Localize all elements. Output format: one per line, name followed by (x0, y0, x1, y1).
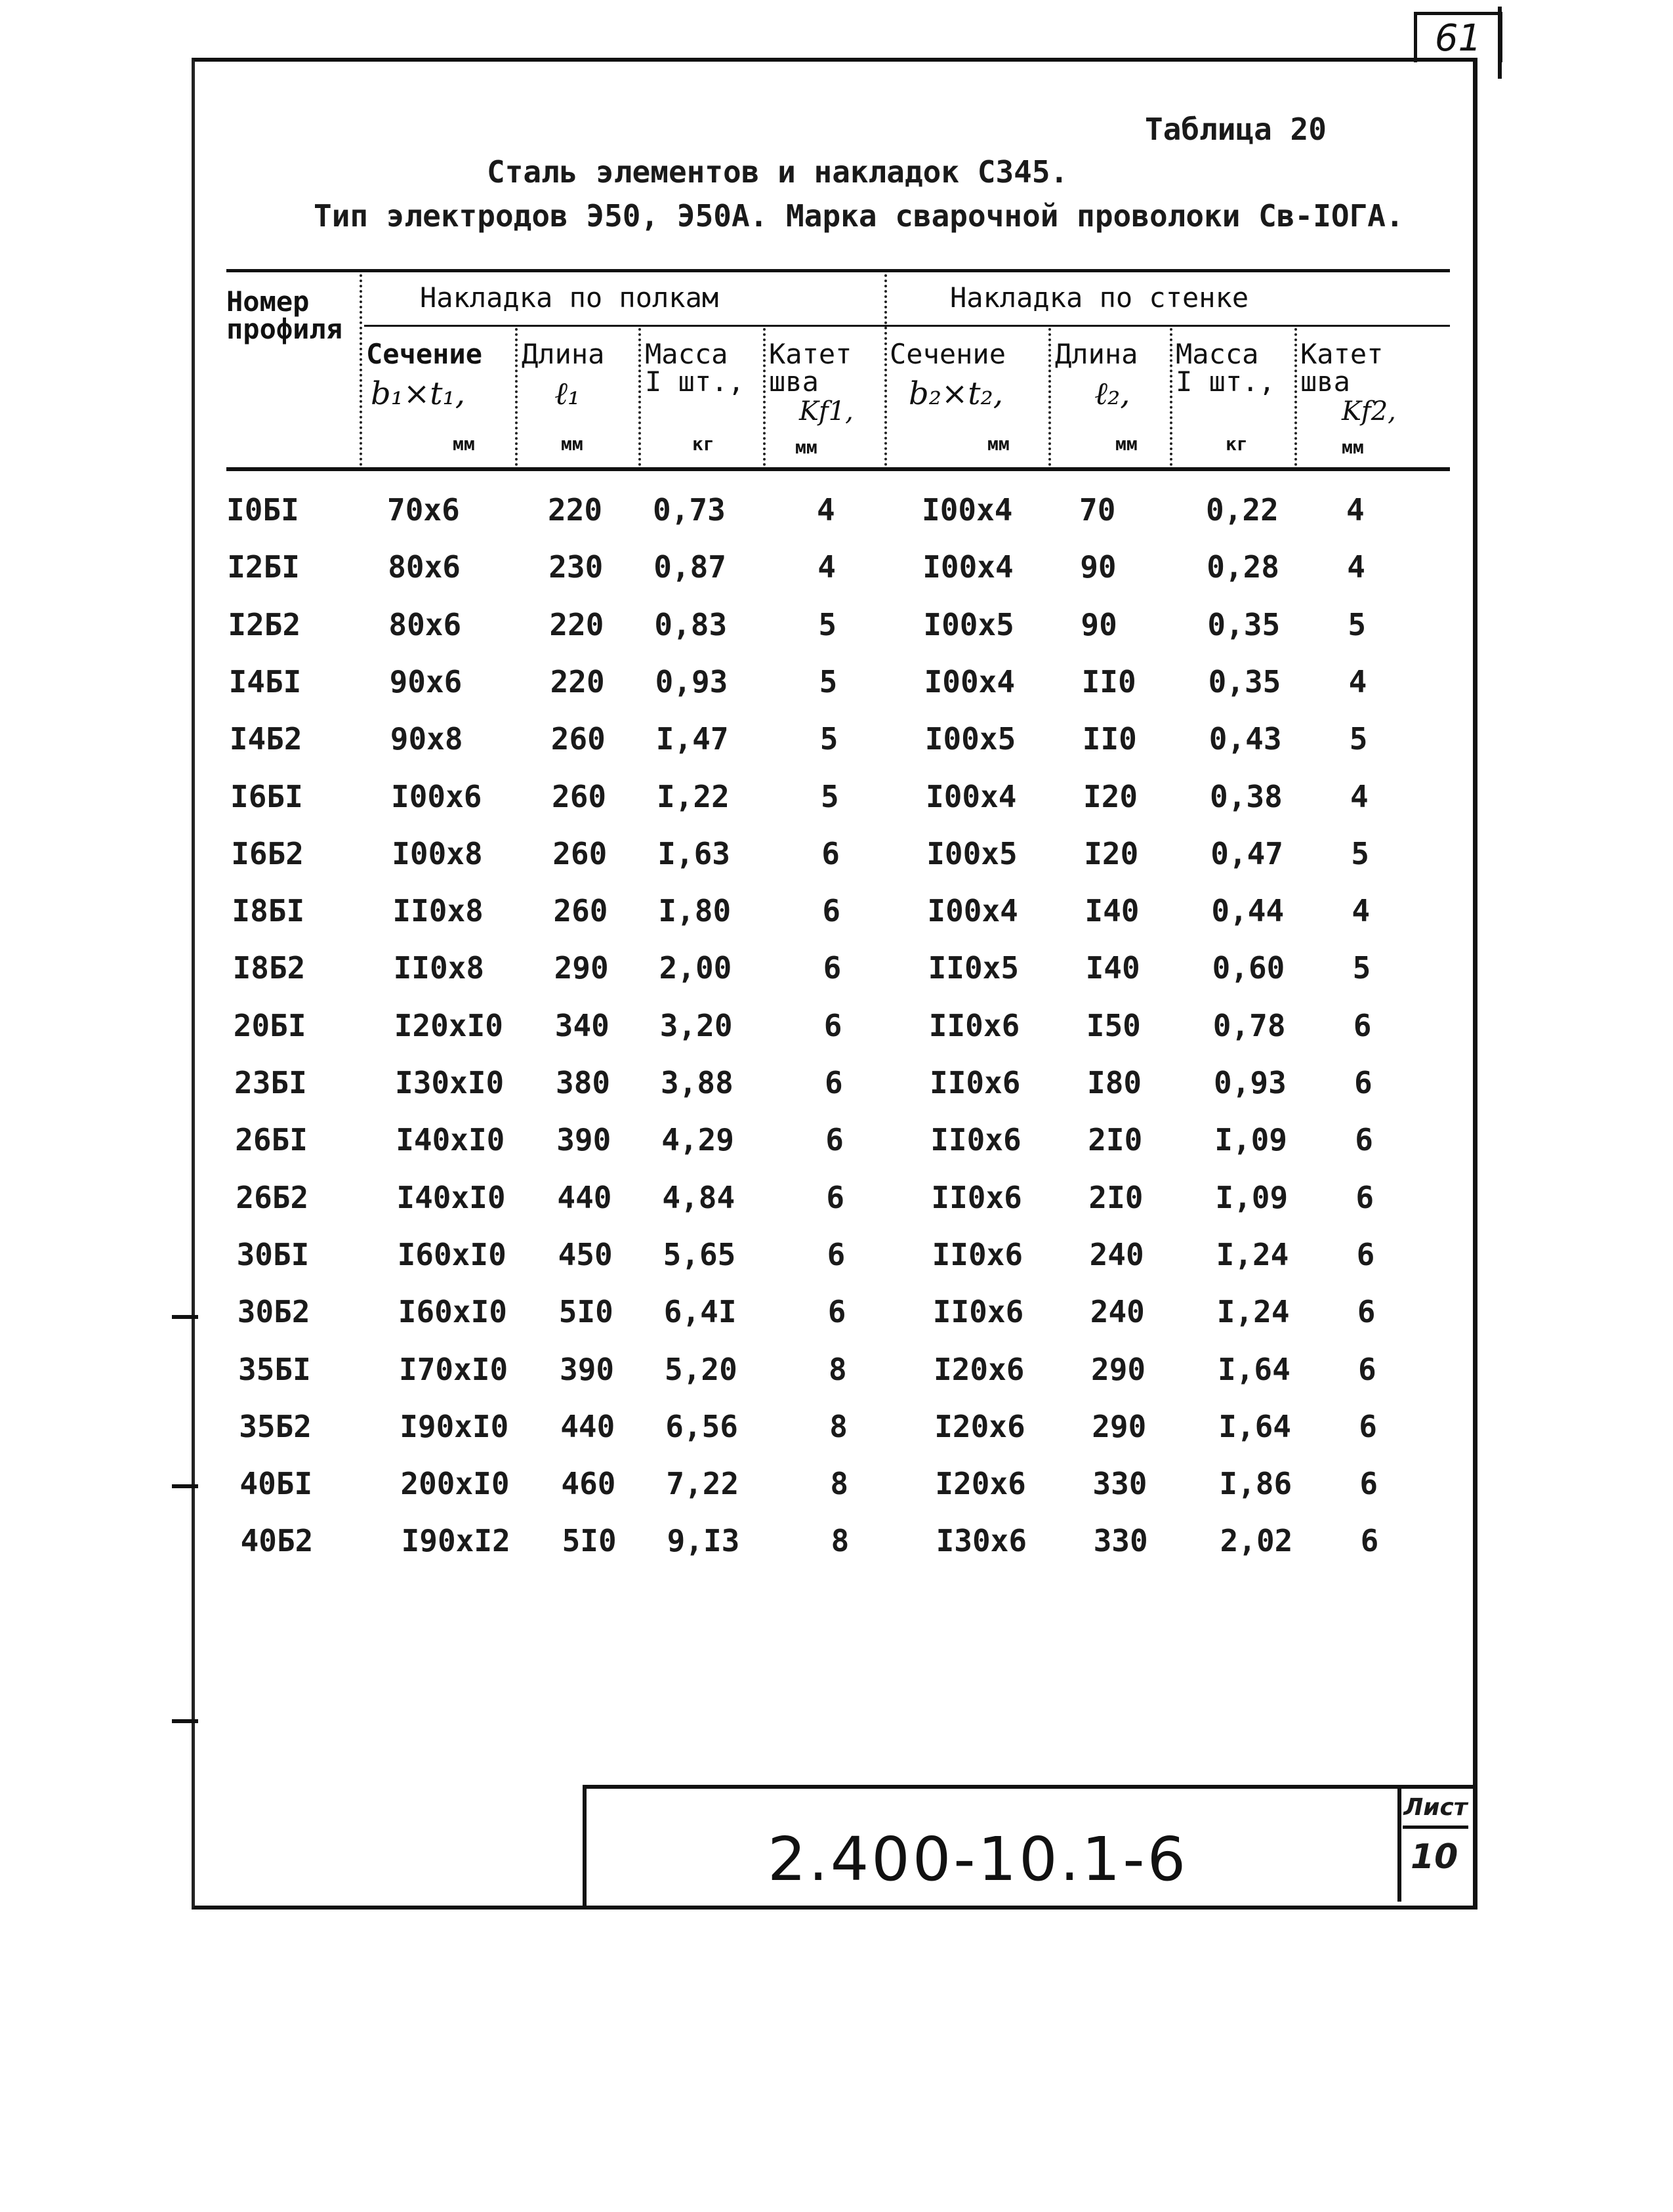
table-row (0, 664, 1673, 720)
cell-weld2: 6 (1356, 1236, 1375, 1272)
cell-section2: I00х4 (924, 663, 1016, 699)
table-row (0, 893, 1673, 949)
header-length1-unit: мм (561, 433, 583, 455)
cell-section2: I00х4 (922, 492, 1013, 528)
cell-length1: 5I0 (562, 1523, 617, 1559)
cell-length2: 2I0 (1088, 1179, 1144, 1215)
cell-section2: I00х5 (924, 721, 1016, 757)
cell-length2: 240 (1089, 1236, 1144, 1272)
cell-weld1: 6 (827, 1294, 846, 1330)
cell-length2: II0 (1081, 663, 1136, 699)
header-weld1-seam: шва (769, 365, 819, 398)
cell-section2: I00х4 (926, 778, 1017, 814)
header-weld1-unit: мм (795, 436, 817, 458)
cell-weld2: 6 (1360, 1523, 1379, 1559)
cell-weld2: 4 (1350, 778, 1369, 814)
cell-length2: 90 (1080, 549, 1117, 585)
cell-mass2: 0,43 (1208, 721, 1282, 757)
cell-section2: I00х5 (926, 835, 1018, 871)
cell-profile: 40БI (239, 1466, 313, 1502)
cell-section1: I30хI0 (395, 1065, 505, 1100)
cell-length2: I20 (1084, 835, 1139, 871)
cell-mass1: 6,56 (665, 1408, 738, 1444)
cell-length2: I40 (1085, 950, 1140, 986)
cell-section1: I00х6 (391, 778, 482, 814)
cell-section1: I60хI0 (398, 1294, 507, 1330)
cell-weld2: 4 (1347, 549, 1365, 585)
cell-mass1: 7,22 (666, 1466, 739, 1502)
cell-weld1: 6 (823, 1007, 842, 1043)
cell-mass2: 0,35 (1208, 663, 1281, 699)
cell-weld1: 6 (825, 1065, 843, 1100)
cell-section1: I70хI0 (399, 1351, 508, 1387)
cell-mass1: 6,4I (663, 1294, 737, 1330)
table-row (0, 549, 1673, 606)
column-divider (1294, 328, 1297, 466)
table-row (0, 836, 1673, 892)
cell-mass1: 9,I3 (667, 1523, 740, 1559)
cell-weld1: 6 (825, 1122, 844, 1158)
column-divider (360, 274, 362, 466)
cell-weld1: 4 (817, 549, 836, 585)
table-row (0, 1122, 1673, 1179)
cell-section1: 200хI0 (400, 1466, 510, 1502)
table-row (0, 721, 1673, 778)
header-mass2-unit: кг (1226, 433, 1248, 455)
cell-section1: I00х8 (392, 835, 483, 871)
cell-length1: 230 (548, 549, 604, 585)
cell-length1: 220 (550, 663, 605, 699)
cell-profile: 23БI (234, 1065, 307, 1100)
table-row (0, 607, 1673, 663)
cell-weld2: 6 (1354, 1065, 1373, 1100)
cell-length1: 260 (552, 835, 608, 871)
column-divider (1048, 328, 1051, 466)
table-number: Таблица 20 (1145, 112, 1327, 147)
header-section2: Сечение (890, 338, 1006, 370)
cell-mass2: I,64 (1218, 1351, 1291, 1387)
cell-weld2: 6 (1355, 1122, 1373, 1158)
table-row (0, 1409, 1673, 1465)
cell-section2: I20х6 (934, 1408, 1025, 1444)
header-length2-unit: мм (1115, 433, 1138, 455)
sheet-number: 10 (1411, 1837, 1458, 1877)
cell-mass1: I,47 (655, 721, 729, 757)
table-row (0, 1237, 1673, 1293)
cell-length1: 390 (556, 1122, 611, 1158)
header-mass2: Масса (1176, 338, 1259, 370)
cell-mass1: 0,73 (653, 492, 726, 528)
header-bottom-rule (226, 467, 1450, 471)
header-length1: Длина (522, 338, 605, 370)
cell-section2: I00х4 (927, 893, 1018, 929)
cell-length1: 220 (549, 606, 604, 642)
table-subtitle: Тип электродов Э50, Э50А. Марка сварочной проволоки Св-IОГА. (314, 198, 1404, 234)
cell-weld1: 6 (827, 1236, 846, 1272)
column-divider (638, 328, 641, 466)
cell-section1: I40хI0 (396, 1179, 506, 1215)
cell-profile: I2БI (227, 549, 300, 585)
cell-weld1: 6 (826, 1179, 845, 1215)
header-weld2-symbol: Kf2, (1342, 396, 1396, 427)
cell-length2: I50 (1086, 1007, 1141, 1043)
cell-mass1: I,80 (658, 893, 732, 929)
table-row (0, 1294, 1673, 1350)
header-length2-symbol: ℓ₂, (1094, 375, 1130, 412)
cell-length1: 380 (556, 1065, 611, 1100)
cell-weld2: 6 (1359, 1466, 1378, 1502)
cell-profile: I2Б2 (228, 606, 301, 642)
cell-section2: II0х6 (932, 1236, 1023, 1272)
cell-profile: I4БI (228, 663, 302, 699)
header-weld2-seam: шва (1300, 365, 1350, 398)
header-mass1: Масса (645, 338, 728, 370)
cell-mass1: 2,00 (659, 950, 732, 986)
cell-profile: I8Б2 (232, 950, 306, 986)
cell-length2: I80 (1087, 1065, 1142, 1100)
cell-section1: II0х8 (393, 950, 485, 986)
cell-mass1: 5,65 (663, 1236, 736, 1272)
cell-profile: 35Б2 (239, 1408, 312, 1444)
header-mass1-each: I шт., (645, 365, 745, 398)
cell-length1: 290 (554, 950, 609, 986)
cell-weld1: 5 (819, 663, 838, 699)
header-section1: Сечение (366, 338, 483, 370)
table-row (0, 1523, 1673, 1579)
cell-section1: II0х8 (392, 893, 484, 929)
header-weld2-unit: мм (1342, 436, 1364, 458)
cell-mass2: I,24 (1216, 1236, 1289, 1272)
cell-weld2: 4 (1352, 893, 1371, 929)
cell-section2: II0х6 (928, 1007, 1020, 1043)
cell-length2: 290 (1092, 1408, 1147, 1444)
cell-profile: 35БI (238, 1351, 311, 1387)
cell-section2: II0х6 (930, 1065, 1021, 1100)
cell-length2: 90 (1081, 606, 1117, 642)
cell-profile: 30Б2 (237, 1294, 310, 1330)
cell-profile: I6Б2 (231, 835, 304, 871)
frame-tick (1498, 7, 1502, 79)
header-weld1-symbol: Kf1, (799, 396, 854, 427)
cell-weld2: 6 (1358, 1351, 1376, 1387)
header-mass2-each: I шт., (1176, 365, 1275, 398)
cell-weld1: 8 (829, 1408, 848, 1444)
cell-mass1: 0,93 (655, 663, 728, 699)
cell-section2: I00х4 (922, 549, 1014, 585)
cell-section1: 90х6 (389, 663, 463, 699)
header-top-rule (226, 269, 1450, 272)
cell-mass1: 0,87 (653, 549, 726, 585)
cell-weld1: 6 (823, 950, 842, 986)
table-row (0, 779, 1673, 835)
cell-length1: 260 (552, 778, 607, 814)
cell-length2: I20 (1083, 778, 1138, 814)
header-weld2: Катет (1300, 338, 1384, 370)
header-group-flanges: Накладка по полкам (420, 282, 719, 314)
cell-mass2: I,24 (1216, 1294, 1290, 1330)
cell-length1: 450 (558, 1236, 613, 1272)
cell-mass1: I,63 (657, 835, 730, 871)
cell-profile: 20БI (233, 1007, 306, 1043)
cell-weld1: 5 (819, 721, 838, 757)
cell-length1: 260 (553, 893, 608, 929)
cell-length1: 5I0 (558, 1294, 613, 1330)
cell-length2: II0 (1082, 721, 1137, 757)
cell-profile: I0БI (226, 492, 299, 528)
header-section1-unit: мм (453, 433, 475, 455)
cell-section1: I90хI2 (401, 1523, 510, 1559)
cell-length1: 440 (560, 1408, 615, 1444)
cell-mass2: 0,60 (1212, 950, 1285, 986)
cell-profile: 40Б2 (240, 1523, 314, 1559)
cell-length1: 460 (561, 1466, 616, 1502)
cell-section2: I00х5 (923, 606, 1014, 642)
cell-mass2: 0,38 (1210, 778, 1283, 814)
table-row (0, 1180, 1673, 1236)
cell-weld1: 8 (830, 1466, 849, 1502)
sheet-label: Лист (1403, 1790, 1468, 1829)
header-mass1-unit: кг (692, 433, 714, 455)
cell-length1: 340 (554, 1007, 609, 1043)
cell-section2: II0х6 (932, 1294, 1024, 1330)
header-profile: профиля (226, 313, 343, 345)
cell-mass1: 0,83 (654, 606, 728, 642)
cell-section2: II0х5 (928, 950, 1020, 986)
cell-length2: 330 (1092, 1466, 1147, 1502)
cell-weld1: 5 (821, 778, 839, 814)
cell-weld2: 5 (1352, 950, 1371, 986)
cell-section2: I20х6 (934, 1351, 1025, 1387)
table-row (0, 492, 1673, 549)
cell-weld1: 8 (831, 1523, 850, 1559)
cell-section1: I90хI0 (400, 1408, 509, 1444)
cell-profile: 30БI (236, 1236, 310, 1272)
cell-mass1: 4,29 (661, 1122, 734, 1158)
cell-weld1: 4 (817, 492, 835, 528)
cell-section2: I20х6 (935, 1466, 1026, 1502)
cell-mass1: 3,88 (661, 1065, 733, 1100)
cell-length2: 2I0 (1088, 1122, 1143, 1158)
cell-profile: 26Б2 (236, 1179, 309, 1215)
cell-mass2: 0,44 (1211, 893, 1285, 929)
cell-profile: I4Б2 (229, 721, 302, 757)
header-section2-unit: мм (987, 433, 1010, 455)
column-divider (884, 274, 887, 466)
header-weld1: Катет (769, 338, 852, 370)
header-section1-symbol: b₁×t₁, (371, 375, 465, 412)
cell-mass2: 0,22 (1206, 492, 1279, 528)
cell-weld2: 6 (1355, 1179, 1374, 1215)
cell-mass1: 4,84 (662, 1179, 735, 1215)
cell-length1: 390 (560, 1351, 615, 1387)
cell-profile: 26БI (235, 1122, 308, 1158)
table-row (0, 1065, 1673, 1121)
cell-weld1: 5 (818, 606, 837, 642)
column-divider (515, 328, 518, 466)
table-row (0, 950, 1673, 1007)
cell-weld1: 8 (829, 1351, 847, 1387)
cell-mass1: I,22 (657, 778, 730, 814)
table-row (0, 1352, 1673, 1408)
table-row (0, 1466, 1673, 1522)
column-divider (763, 328, 766, 466)
cell-section1: 90х8 (390, 721, 463, 757)
cell-mass1: 5,20 (665, 1351, 737, 1387)
cell-mass2: 0,93 (1214, 1065, 1287, 1100)
header-length1-symbol: ℓ₁ (554, 375, 581, 412)
cell-length2: 70 (1079, 492, 1116, 528)
margin-tick (172, 1719, 198, 1723)
cell-weld1: 6 (821, 835, 840, 871)
cell-section1: 80х6 (388, 606, 462, 642)
cell-section2: II0х6 (930, 1122, 1022, 1158)
cell-length2: 330 (1093, 1523, 1148, 1559)
header-mid-rule (364, 325, 1450, 327)
cell-length1: 220 (548, 492, 603, 528)
cell-profile: I6БI (230, 778, 303, 814)
cell-section1: I40хI0 (396, 1122, 505, 1158)
cell-mass2: 0,78 (1212, 1007, 1286, 1043)
cell-mass2: I,09 (1214, 1122, 1287, 1158)
cell-section1: I60хI0 (397, 1236, 506, 1272)
cell-weld2: 6 (1359, 1408, 1377, 1444)
cell-mass2: 2,02 (1220, 1523, 1293, 1559)
cell-mass2: I,64 (1218, 1408, 1291, 1444)
header-section2-symbol: b₂×t₂, (909, 375, 1003, 412)
header-group-web: Накладка по стенке (950, 282, 1249, 314)
cell-weld2: 4 (1348, 663, 1367, 699)
cell-section1: I20хI0 (394, 1007, 503, 1043)
cell-length2: 240 (1090, 1294, 1145, 1330)
cell-weld2: 5 (1351, 835, 1369, 871)
header-profile: Номер (226, 285, 310, 318)
cell-mass2: I,09 (1215, 1179, 1289, 1215)
cell-length1: 440 (557, 1179, 612, 1215)
cell-weld2: 6 (1353, 1007, 1372, 1043)
page-tag: 61 (1414, 12, 1502, 62)
cell-weld1: 6 (822, 893, 841, 929)
cell-length2: I40 (1084, 893, 1140, 929)
header-length2: Длина (1055, 338, 1138, 370)
column-divider (1170, 328, 1172, 466)
cell-section2: II0х6 (931, 1179, 1022, 1215)
cell-profile: I8БI (232, 893, 305, 929)
table-row (0, 1008, 1673, 1064)
cell-weld2: 5 (1348, 606, 1367, 642)
cell-weld2: 5 (1349, 721, 1368, 757)
cell-weld2: 4 (1346, 492, 1365, 528)
cell-section2: I30х6 (936, 1523, 1027, 1559)
cell-mass2: 0,47 (1210, 835, 1283, 871)
cell-mass2: I,86 (1219, 1466, 1292, 1502)
cell-section1: 80х6 (388, 549, 461, 585)
cell-length2: 290 (1091, 1351, 1146, 1387)
table-title: Сталь элементов и накладок С345. (487, 154, 1069, 190)
cell-length1: 260 (550, 721, 606, 757)
document-code: 2.400-10.1-6 (768, 1824, 1189, 1894)
cell-mass2: 0,35 (1207, 606, 1281, 642)
cell-mass1: 3,20 (659, 1007, 733, 1043)
cell-mass2: 0,28 (1207, 549, 1279, 585)
cell-weld2: 6 (1357, 1294, 1376, 1330)
cell-section1: 70х6 (387, 492, 460, 528)
